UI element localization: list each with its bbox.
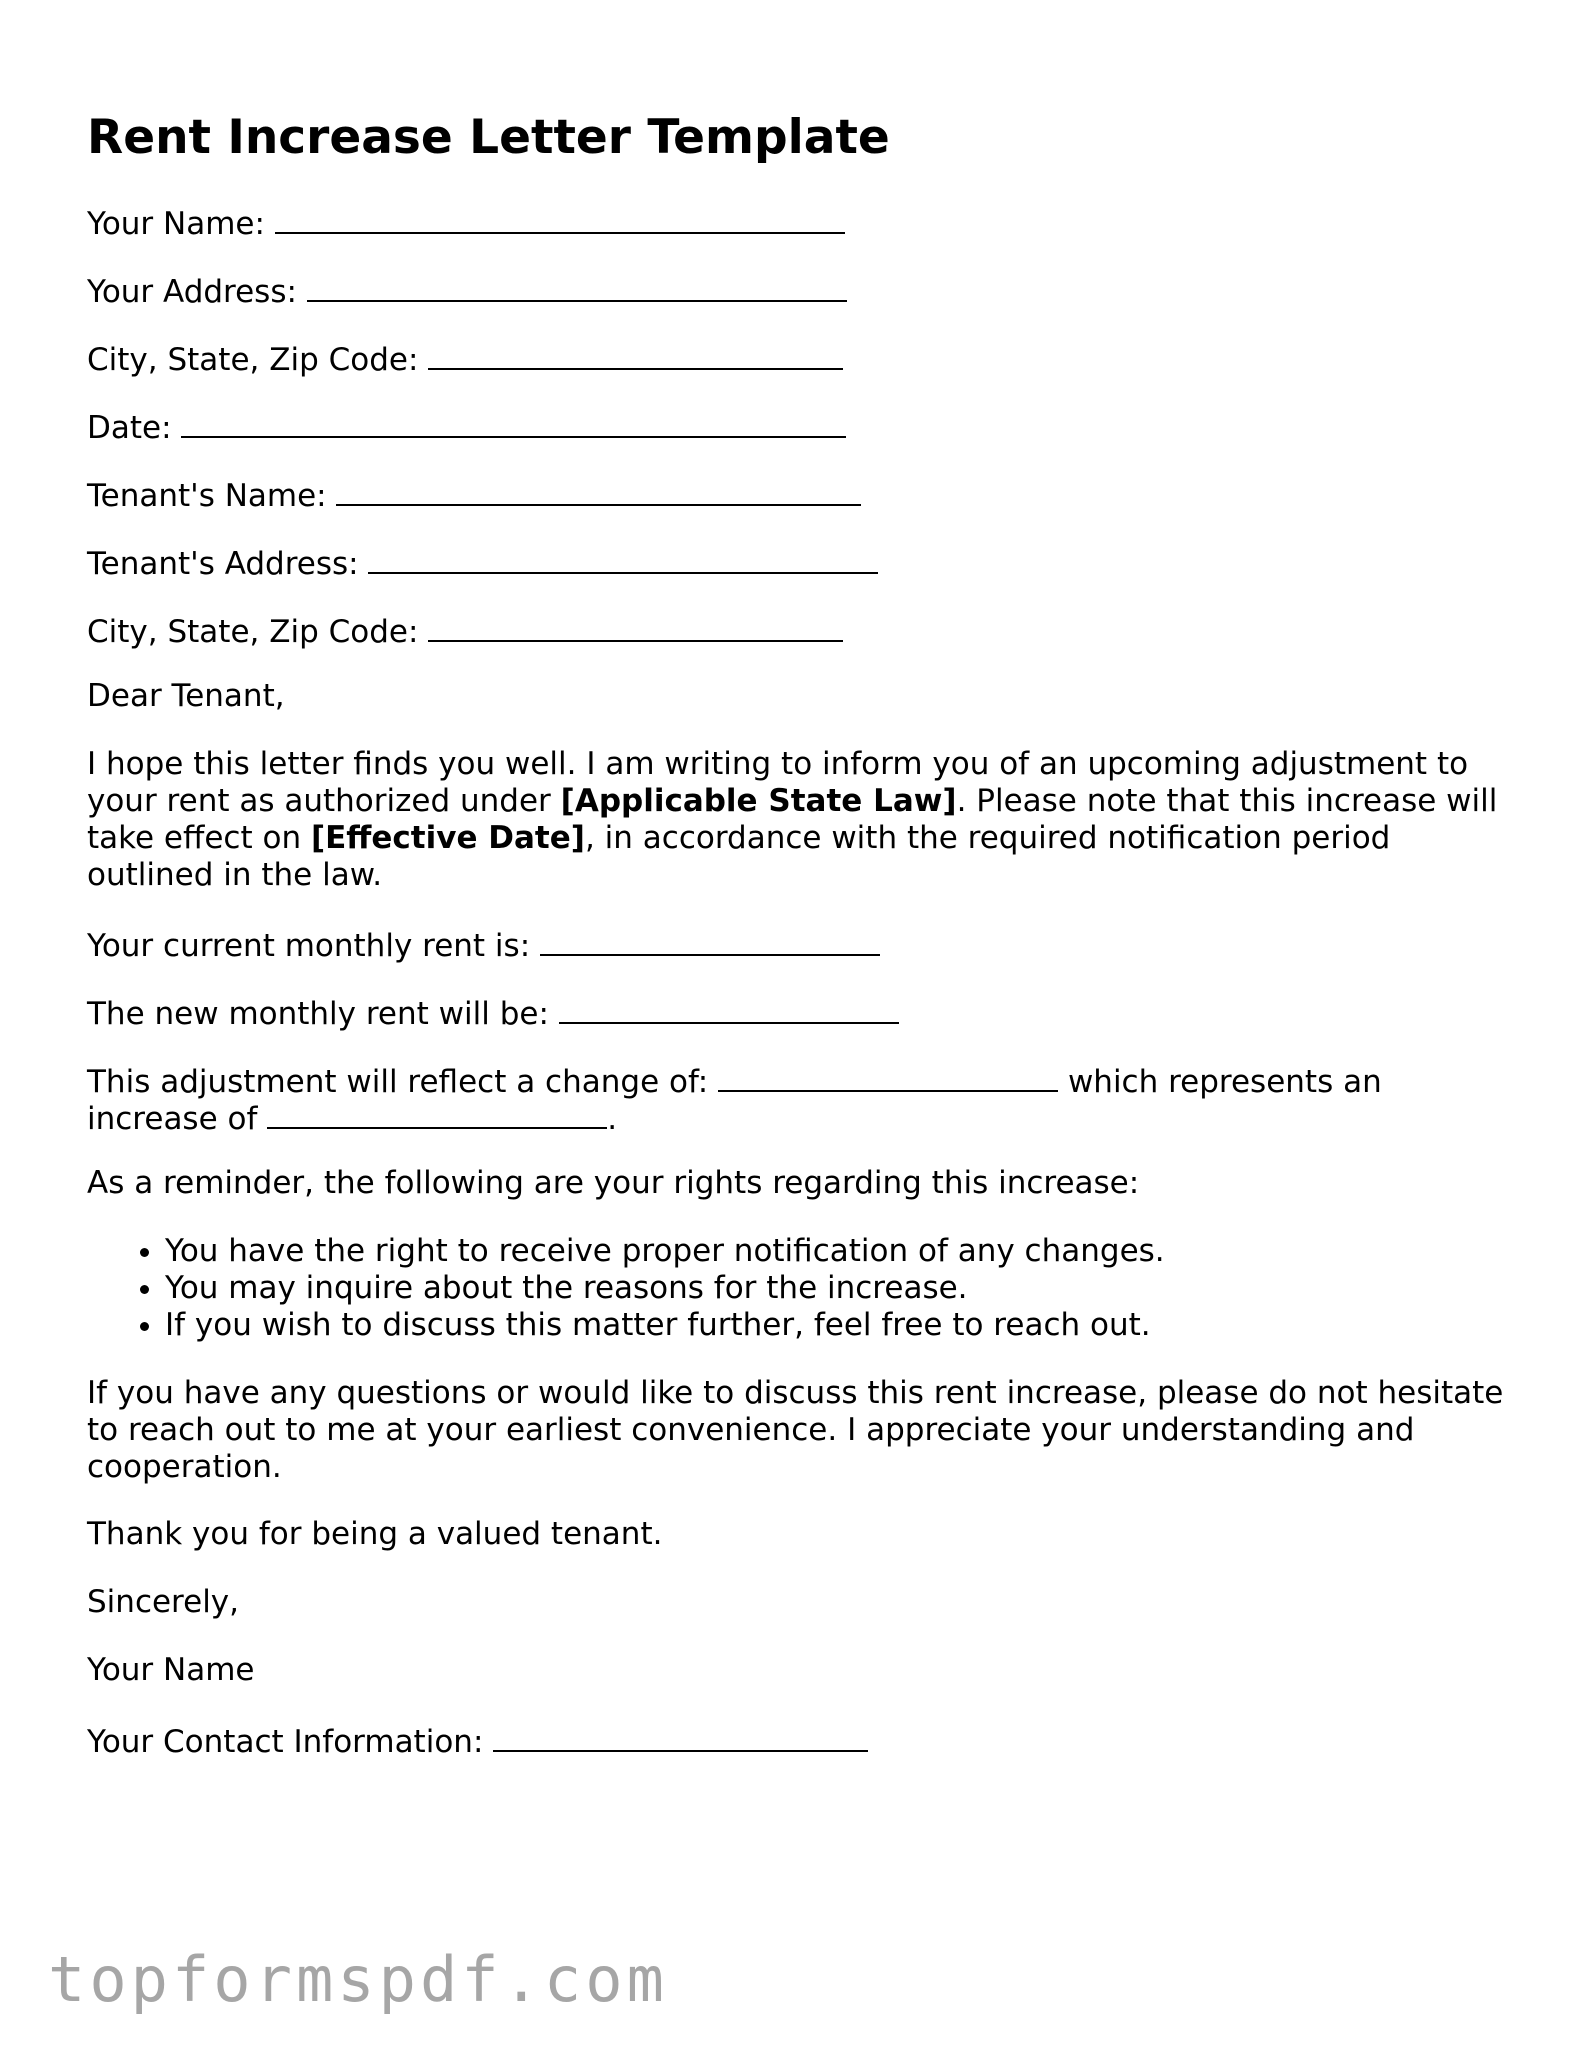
tenant-city-field — [87, 610, 843, 651]
tenant-address-field — [87, 542, 878, 583]
date-label: Date: — [87, 410, 172, 446]
increase-label: increase of — [87, 1101, 258, 1137]
intro-paragraph — [87, 746, 1517, 894]
date-blank[interactable] — [181, 406, 846, 438]
thanks-line: Thank you for being a valued tenant. — [87, 1516, 663, 1552]
your-name-label: Your Name: — [87, 206, 265, 242]
tenant-city-blank[interactable] — [428, 610, 843, 642]
list-item: • If you wish to discuss this matter further, feel free to reach out. — [165, 1307, 1165, 1344]
tenant-city-label: City, State, Zip Code: — [87, 614, 419, 650]
effective-date-placeholder: [Effective Date] — [310, 820, 585, 856]
date-field — [87, 406, 846, 447]
your-city-field — [87, 338, 843, 379]
contact-blank[interactable] — [493, 1720, 868, 1752]
current-rent-blank[interactable] — [540, 924, 880, 956]
your-name-blank[interactable] — [275, 202, 845, 234]
list-item: • You have the right to receive proper notification of any changes. — [165, 1233, 1165, 1270]
contact-label: Your Contact Information: — [87, 1724, 484, 1760]
rights-list — [87, 1233, 1165, 1344]
your-name-field — [87, 202, 845, 243]
increase-period: . — [607, 1101, 618, 1137]
current-rent-field — [87, 924, 880, 965]
law-placeholder: [Applicable State Law] — [560, 783, 957, 819]
new-rent-field — [87, 992, 899, 1033]
list-item: • You may inquire about the reasons for the increase. — [165, 1270, 1165, 1307]
intro-text-3: , in accordance with the required notification period outlined in the law. — [87, 820, 1391, 893]
tenant-name-field — [87, 474, 861, 515]
your-address-label: Your Address: — [87, 274, 297, 310]
rights-intro: As a reminder, the following are your rights regarding this increase: — [87, 1165, 1140, 1201]
new-rent-blank[interactable] — [559, 992, 899, 1024]
change-suffix: which represents an — [1067, 1064, 1382, 1100]
signoff: Sincerely, — [87, 1584, 240, 1620]
contact-field — [87, 1720, 868, 1761]
tenant-address-label: Tenant's Address: — [87, 546, 359, 582]
change-label: This adjustment will reflect a change of: — [87, 1064, 709, 1100]
current-rent-label: Your current monthly rent is: — [87, 928, 531, 964]
your-address-field — [87, 270, 847, 311]
watermark-text: topformspdf.com — [48, 1943, 668, 2016]
your-city-label: City, State, Zip Code: — [87, 342, 419, 378]
page-title: Rent Increase Letter Template — [87, 110, 890, 165]
increase-blank[interactable] — [267, 1097, 607, 1129]
signature-name: Your Name — [87, 1652, 255, 1688]
intro-text-2: . Please note that this increase will take effect on — [87, 783, 1498, 856]
increase-field — [87, 1097, 617, 1138]
salutation: Dear Tenant, — [87, 678, 285, 714]
tenant-name-label: Tenant's Name: — [87, 478, 327, 514]
your-city-blank[interactable] — [428, 338, 843, 370]
tenant-address-blank[interactable] — [368, 542, 878, 574]
change-blank[interactable] — [718, 1060, 1058, 1092]
your-address-blank[interactable] — [307, 270, 847, 302]
intro-text-1: I hope this letter finds you well. I am writing to inform you of an upcoming adjustment to your rent as authorized under — [87, 746, 1469, 819]
change-field — [87, 1060, 1382, 1101]
tenant-name-blank[interactable] — [336, 474, 861, 506]
new-rent-label: The new monthly rent will be: — [87, 996, 549, 1032]
closing-paragraph: If you have any questions or would like to discuss this rent increase, please do not hesitate to reach out to me at your earliest convenience. I appreciate your understanding and cooperation. — [87, 1375, 1504, 1485]
